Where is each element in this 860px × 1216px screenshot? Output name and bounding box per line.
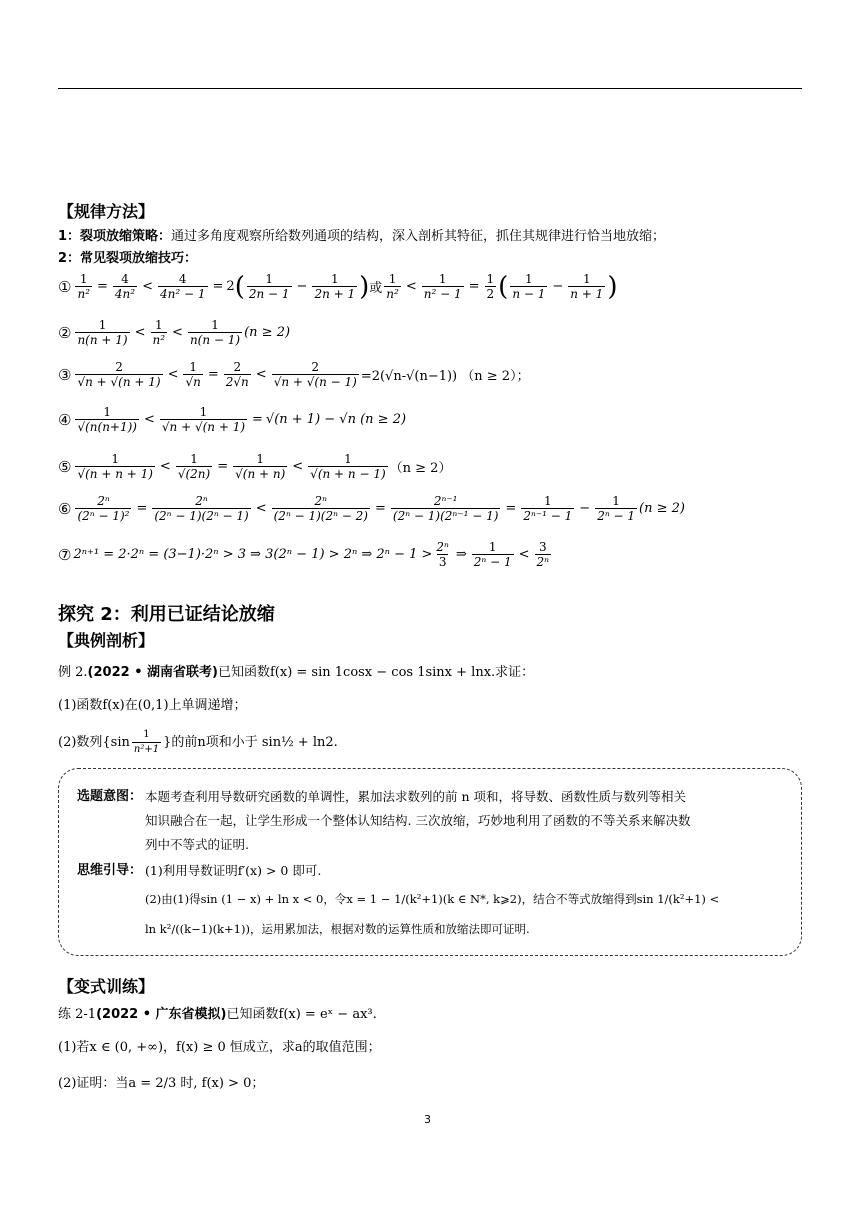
intent-line-2: 知识融合在一起，让学生形成一个整体认知结构. 三次放缩，巧妙地利用了函数的不等关系来解决数: [145, 813, 691, 828]
example-part-2: (2)数列{sin $\frac{1}{\text{n²+1}}$ }的前n项和小于 sin½ + ln2.: [58, 729, 338, 755]
intent-line-1: 本题考查利用导数研究函数的单调性，累加法求数列的前 n 项和，将导数、函数性质与数列等相关: [145, 789, 686, 804]
formula-7-marker: ⑦: [58, 545, 72, 564]
methods-line-2: 2：常见裂项放缩技巧：: [58, 251, 198, 266]
formula-1-or: 或: [369, 281, 383, 296]
methods-line-1-text: 通过多角度观察所给数列通项的结构，深入剖析其特征，抓住其规律进行恰当地放缩；: [171, 229, 666, 244]
guide-line-2: (2)由(1)得sin (1 − x) + ln x < 0，令x = 1 − 1/(k²+1)(k ∈ N*, k⩾2)，结合不等式放缩得到sin 1/(k²+1) <: [145, 892, 720, 906]
formula-3-marker: ③: [58, 365, 72, 384]
formula-3-tail: =2(√n-√(n−1)) （n ≥ 2）；: [360, 369, 530, 384]
example-line: [58, 664, 534, 682]
formula-6-marker: ⑥: [58, 499, 72, 518]
methods-line-1: [58, 228, 665, 246]
formula-5-marker: ⑤: [58, 457, 72, 476]
example-part-2-pre: (2)数列{sin: [58, 734, 130, 750]
analysis-heading: 【典例剖析】: [58, 631, 155, 650]
intent-line-3: 列中不等式的证明.: [145, 837, 249, 852]
header-rule: [58, 88, 802, 89]
formula-3: ③ $\frac{2}{√n + √(n + 1)}$ < $\frac{1}{√n}$ = $\frac{2}{2√n}$ < $\frac{2}{√n + √(n - 1)}$ =2(√n-√(n−1)) （n ≥ 2）；: [58, 360, 530, 389]
intent-label: 选题意图：: [77, 789, 143, 804]
practice-heading: 【变式训练】: [58, 977, 155, 996]
methods-heading: 【规律方法】: [58, 202, 155, 221]
example-part-2-post: }的前n项和小于 sin½ + ln2.: [163, 734, 338, 750]
formula-5-tail: （n ≥ 2）: [389, 461, 452, 476]
formula-2-marker: ②: [58, 323, 72, 342]
formula-6: ⑥ $\frac{\text{2ⁿ}}{\text{(2ⁿ − 1)²}}$ = $\frac{\text{2ⁿ}}{\text{(2ⁿ − 1)(2ⁿ − 1)}}$ < $\frac{\text{2ⁿ}}{\text{(2ⁿ − 1)(2ⁿ − 2)}}$ = $\frac{\text{2ⁿ⁻¹}}{\text{(2ⁿ − 1)(2ⁿ⁻¹ − 1)}}$ = $\frac{1}{\text{2ⁿ⁻¹ − 1}}$ − $\frac{1}{\text{2ⁿ − 1}}$ (n ≥ 2): [58, 494, 685, 523]
page-number: 3: [424, 1113, 431, 1126]
explore-heading: 探究 2：利用已证结论放缩: [58, 604, 275, 625]
guide-label: 思维引导：: [77, 863, 143, 878]
example-source: (2022 • 湖南省联考): [87, 665, 218, 680]
practice-part-1: (1)若x ∈ (0, +∞)，f(x) ≥ 0 恒成立，求a的取值范围；: [58, 1040, 381, 1055]
guide-line-1: (1)利用导数证明f′(x) > 0 即可.: [145, 863, 322, 878]
practice-text: 已知函数f(x) = eˣ − ax³.: [226, 1007, 377, 1022]
formula-2: ② $\frac{1}{n(n + 1)}$ < $\frac{1}{\text{n²}}$ < $\frac{1}{n(n - 1)}$ (n ≥ 2): [58, 318, 291, 347]
guide-line-3: ln k²/((k−1)(k+1))，运用累加法，根据对数的运算性质和放缩法即可证明.: [145, 922, 530, 936]
formula-7: ⑦ 2ⁿ⁺¹ = 2·2ⁿ = (3−1)·2ⁿ > 3 ⇒ 3(2ⁿ − 1) > 2ⁿ ⇒ 2ⁿ − 1 > $\frac{\text{2ⁿ}}{3}$ ⇒ $\frac{1}{\text{2ⁿ − 1}}$ < $\frac{3}{\text{2ⁿ}}$: [58, 540, 550, 569]
practice-part-2: (2)证明：当a = 2/3 时, f(x) > 0；: [58, 1076, 265, 1091]
formula-1: ① $\frac{1}{\text{n²}}$ = $\frac{4}{\text{4n²}}$ < $\frac{4}{\text{4n² − 1}}$ = 2 ( $\frac{1}{2n - 1}$ − $\frac{1}{2n + 1}$ ) 或 $\frac{1}{\text{n²}}$ < $\frac{1}{\text{n² − 1}}$ = $\frac{1}{2}$ ( $\frac{1}{n - 1}$ − $\frac{1}{n + 1}$ ): [58, 271, 618, 302]
analysis-box: [58, 768, 802, 956]
methods-line-1-label: 1：裂项放缩策略：: [58, 229, 172, 244]
example-text: 已知函数f(x) = sin 1cosx − cos 1sinx + lnx.求证：: [217, 665, 535, 680]
practice-source: (2022 • 广东省模拟): [96, 1007, 227, 1022]
example-part-1: (1)函数f(x)在(0,1)上单调递增；: [58, 698, 247, 713]
practice-label: 练 2-1: [58, 1007, 97, 1022]
formula-4: ④ $\frac{1}{√(n(n+1))}$ < $\frac{1}{√n + √(n + 1)}$ = √(n + 1) − √n (n ≥ 2): [58, 405, 407, 434]
formula-7-text: 2ⁿ⁺¹ = 2·2ⁿ = (3−1)·2ⁿ > 3 ⇒ 3(2ⁿ − 1) > 2ⁿ ⇒ 2ⁿ − 1 >: [73, 547, 433, 562]
formula-4-marker: ④: [58, 410, 72, 429]
formula-5: ⑤ $\frac{1}{√(n + n + 1)}$ < $\frac{1}{√(2n)}$ = $\frac{1}{√(n + n)}$ < $\frac{1}{√(n + n - 1)}$ （n ≥ 2）: [58, 452, 452, 481]
practice-problem: [58, 1006, 377, 1024]
formula-1-marker: ①: [58, 277, 72, 296]
example-label: 例 2.: [58, 665, 88, 680]
